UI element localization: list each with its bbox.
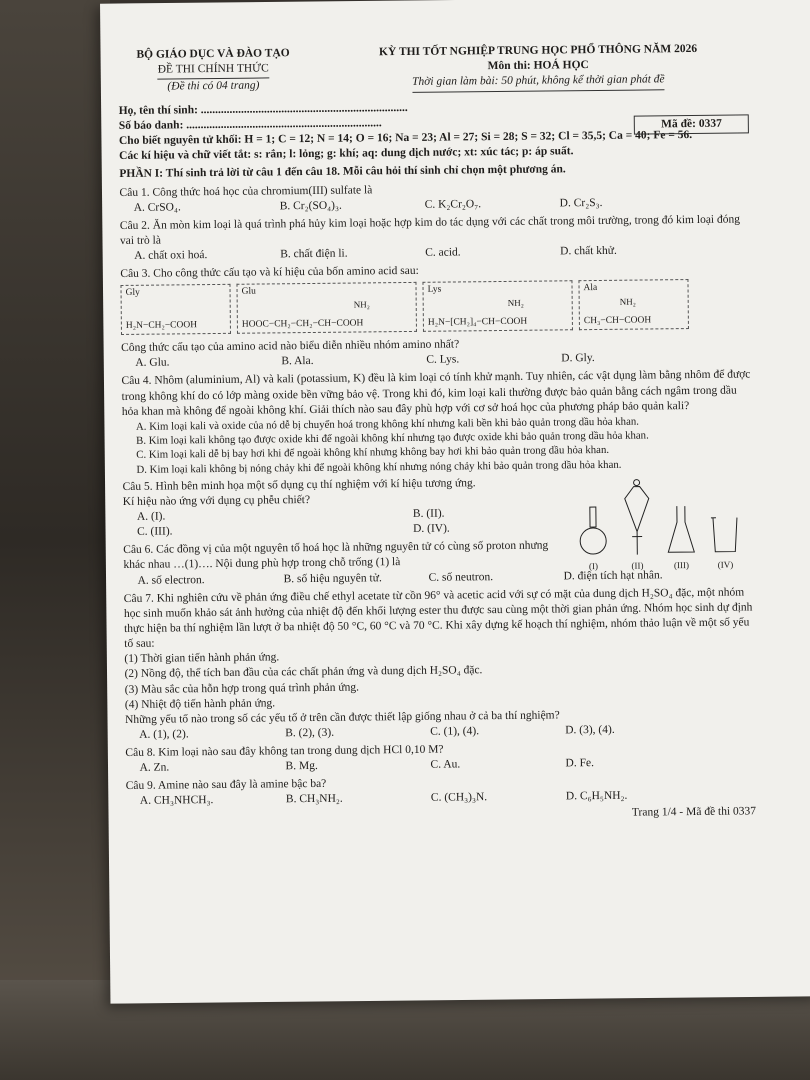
q5-text: Câu 5. Hình bên minh họa một số dụng cụ thí nghiệm với kí hiệu tương ứng. — [122, 477, 476, 493]
apparatus-2: (II) — [622, 476, 653, 572]
q9-option-a[interactable]: A. CH₃NHCH₃. — [139, 794, 214, 808]
apparatus-figure — [578, 475, 741, 572]
q9-option-c[interactable]: C. (CH₃)₃N. — [430, 791, 488, 805]
q6-option-c[interactable]: C. số neutron. — [428, 570, 494, 584]
header-right — [328, 41, 748, 93]
q3-option-b[interactable]: B. Ala. — [281, 355, 314, 368]
separatory-funnel-icon — [622, 476, 653, 556]
q6-option-d[interactable]: D. điện tích hạt nhân. — [563, 568, 663, 582]
q4-option-d[interactable]: D. Kim loại kali không bị nóng chảy khi để ngoài không khí nhưng nóng chảy khi bảo quản trong dầu hỏa khan. — [136, 458, 622, 476]
q4-option-a[interactable]: A. Kim loại kali và oxide của nó dễ bị chuyển hoá trong không khí nhưng kali bền khi bảo quản trong dầu hỏa khan. — [135, 415, 640, 433]
q2-option-d[interactable]: D. chất khử. — [560, 244, 617, 258]
aa-nh2: NH₂ — [619, 296, 636, 307]
amino-acid-ala — [578, 279, 689, 330]
aa-name: Lys — [427, 284, 442, 295]
q2-option-a[interactable]: A. chất oxi hoá. — [134, 249, 208, 262]
q2-text: Câu 2. Ăn mòn kim loại là quá trình phá hủy kim loại hoặc hợp kim do tác dụng với các chất trong môi trường, trong đó kim loại đóng vai trò là — [119, 213, 741, 247]
candidate-id: Số báo danh: .................................................................... — [118, 117, 382, 132]
q2-option-b[interactable]: B. chất điện li. — [280, 247, 348, 261]
q7-factor-1: (1) Thời gian tiến hành phản ứng. — [124, 651, 280, 666]
aa-formula: H₂N−[CH₂]₄−CH−COOH — [427, 316, 528, 328]
q9-option-d[interactable]: D. C₆H₅NH₂. — [565, 790, 628, 803]
q5-question: Kí hiệu nào ứng với dụng cụ phễu chiết? — [122, 494, 311, 509]
q7-question: Những yếu tố nào trong số các yếu tố ở trên cần được thiết lập giống nhau ở cả ba thí nghiệm? — [124, 709, 560, 726]
aa-name: Gly — [125, 287, 140, 299]
ministry: BỘ GIÁO DỤC VÀ ĐÀO TẠO — [136, 47, 290, 61]
q1-text: Câu 1. Công thức hoá học của chromium(III) sulfate là — [119, 183, 373, 199]
exam-code-box: Mã đề: 0337 — [634, 114, 749, 134]
header — [118, 41, 749, 104]
apparatus-4: (IV) — [710, 495, 741, 571]
apparatus-1: (I) — [578, 497, 609, 573]
beaker-icon — [710, 495, 741, 555]
q5-option-a[interactable]: A. (I). — [136, 510, 166, 524]
amino-acid-glu — [236, 282, 417, 334]
q3-question: Công thức cấu tạo của amino acid nào biểu diễn nhiều nhóm amino nhất? — [121, 338, 460, 355]
q3-option-c[interactable]: C. Lys. — [426, 353, 460, 367]
time: Thời gian làm bài: 50 phút, không kể thời gian phát đề — [328, 72, 748, 94]
q7-text: Câu 7. Khi nghiên cứu về phản ứng điều chế ethyl acetate từ cồn 96° và acetic acid với sự có mặt của dung dịch H₂SO₄ đặc, một nhóm học sinh muốn khảo sát ảnh hưởng của nhiệt độ đến khối lượng ester thu được sau cùng một thời gian phản ứng. Nhóm học sinh dự định thực hiện ba thí nghiệm lần lượt ở ba nhiệt độ 50 °C, 60 °C và 70 °C. Khi xây dựng kế hoạch thí nghiệm, nhóm thảo luận về một số yếu tố sau: — [123, 586, 753, 651]
q6-option-b[interactable]: B. số hiệu nguyên tử. — [283, 571, 382, 585]
q5-option-d[interactable]: D. (IV). — [412, 522, 450, 536]
symbols-note: Các kí hiệu và chữ viết tắt: s: rắn; l: lỏng; g: khí; aq: dung dịch nước; xt: xúc tác; p: áp suất. — [119, 145, 574, 163]
q4-text: Câu 4. Nhôm (aluminium, Al) và kali (potassium, K) đều là kim loại có tính khử mạnh. Tuy nhiên, các vật dụng làm bằng nhôm để được trong không khí do có lớp màng oxide bền vững bảo vệ. Trong khi đó, kim loại kali thường được bảo quản bằng cách ngâm trong dầu hỏa khan mà không để ngoài không khí. Giải thích nào sau đây phù hợp với cơ sở hoá học của phương pháp bảo quản kali? — [121, 368, 751, 418]
q6-text: Câu 6. Các đồng vị của một nguyên tố hoá học là những nguyên tử có cùng số proton nhưng khác nhau …(1)…. Nội dung phù hợp trong chỗ trống (1) là — [123, 539, 549, 572]
q7-option-a[interactable]: A. (1), (2). — [139, 728, 189, 741]
q7-option-b[interactable]: B. (2), (3). — [285, 726, 335, 740]
q9-text: Câu 9. Amine nào sau đây là amine bậc ba? — [125, 778, 327, 793]
aa-name: Ala — [583, 283, 598, 294]
aa-formula: CH₃−CH−COOH — [583, 315, 652, 326]
q7-option-d[interactable]: D. (3), (4). — [565, 723, 615, 737]
background-left — [0, 0, 110, 1080]
q8-text: Câu 8. Kim loại nào sau đây không tan trong dung dịch HCl 0,10 M? — [125, 743, 444, 760]
amino-acid-lys — [422, 280, 573, 332]
q5-option-c[interactable]: C. (III). — [137, 525, 173, 539]
amino-acid-gly — [120, 284, 231, 335]
aa-formula: HOOC−CH₂−CH₂−CH−COOH — [241, 318, 364, 330]
q1-option-a[interactable]: A. CrSO₄. — [133, 201, 181, 214]
q4-option-c[interactable]: C. Kim loại kali dễ bị bay hơi khi để ngoài không khí nhưng không bay hơi khi bảo quản trong dầu hỏa khan. — [136, 444, 610, 462]
q4-option-b[interactable]: B. Kim loại kali không tạo được oxide khi để ngoài không khí nhưng tạo được oxide khi bảo quản trong dầu hỏa khan. — [136, 429, 649, 447]
q8-option-c[interactable]: C. Au. — [430, 758, 461, 772]
pages-note: (Đề thi có 04 trang) — [167, 79, 260, 93]
q8-option-d[interactable]: D. Fe. — [565, 757, 595, 770]
exam-content — [118, 41, 756, 827]
candidate-name: Họ, tên thí sinh: ........................................................................ — [118, 101, 408, 117]
header-left — [118, 46, 308, 96]
q1-option-c[interactable]: C. K₂Cr₂O₇. — [424, 197, 482, 211]
aa-nh2: NH₂ — [507, 297, 524, 309]
q6-option-a[interactable]: A. số electron. — [137, 573, 205, 587]
q7-factor-2: (2) Nồng độ, thể tích ban đầu của các chất phản ứng và dung dịch H₂SO₄ đặc. — [124, 664, 483, 681]
apparatus-3: (III) — [666, 496, 697, 572]
q8-option-a[interactable]: A. Zn. — [139, 761, 170, 775]
q8-option-b[interactable]: B. Mg. — [285, 760, 318, 773]
q9-option-b[interactable]: B. CH₃NH₂. — [285, 793, 343, 806]
aa-name: Glu — [241, 286, 256, 297]
q1-option-d[interactable]: D. Cr₂S₃. — [559, 196, 603, 210]
aa-formula: H₂N−CH₂−COOH — [125, 319, 198, 331]
q7-factor-4: (4) Nhiệt độ tiến hành phản ứng. — [124, 697, 276, 711]
exam-title: KỲ THI TỐT NGHIỆP TRUNG HỌC PHỔ THÔNG NĂM 2026 — [378, 42, 698, 59]
q3-text: Câu 3. Cho công thức cấu tạo và kí hiệu của bốn amino acid sau: — [120, 264, 419, 281]
q2-option-c[interactable]: C. acid. — [425, 246, 461, 259]
aa-nh2: NH₂ — [353, 299, 370, 310]
q1-option-b[interactable]: B. Cr₂(SO₄)₃. — [279, 199, 342, 213]
q7-option-c[interactable]: C. (1), (4). — [430, 725, 480, 738]
official-label: ĐỀ THI CHÍNH THỨC — [118, 61, 308, 80]
q3-option-d[interactable]: D. Gly. — [561, 352, 595, 365]
conical-flask-icon — [666, 496, 697, 556]
q7-factor-3: (3) Màu sắc của hỗn hợp trong quá trình phản ứng. — [124, 681, 360, 696]
page-footer: Trang 1/4 - Mã đề thi 0337 — [631, 805, 757, 820]
round-flask-icon — [578, 497, 609, 557]
atomic-masses: Cho biết nguyên tử khối: H = 1; C = 12; N = 14; O = 16; Na = 23; Al = 27; Si = 28; S = 32; Cl = 35,5; Ca = 40; Fe = 56. — [118, 128, 693, 147]
part1-heading: PHẦN I: Thí sinh trả lời từ câu 1 đến câu 18. Mỗi câu hỏi thí sinh chỉ chọn một phương án. — [119, 163, 566, 181]
q3-option-a[interactable]: A. Glu. — [135, 356, 170, 370]
amino-acid-boxes — [120, 279, 750, 336]
subject: Môn thi: HOÁ HỌC — [487, 59, 589, 73]
q5-option-b[interactable]: B. (II). — [412, 507, 445, 521]
